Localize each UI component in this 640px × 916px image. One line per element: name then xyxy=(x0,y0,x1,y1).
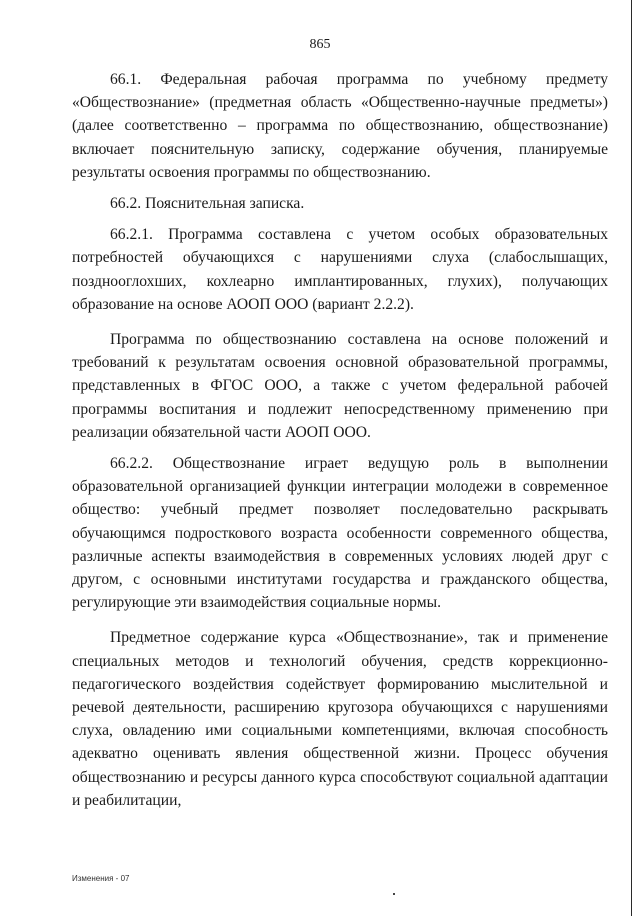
page-edge-line xyxy=(631,0,632,916)
paragraph-66-2: 66.2. Пояснительная записка. xyxy=(110,195,305,213)
paragraph-subject-content: Предметное содержание курса «Обществознание», так и применение специальных методов и технологий обучения, средств коррекционно-педагогического воздействия содействует формированию мыслительной и речевой деятельности, расширению кругозора обучающихся с нарушениями слуха, овладению ими социальными компетенциями, включая способность адекватно оценивать явления общественной жизни. Процесс обучения обществознанию и ресурсы данного курса способствуют социальной адаптации и реабилитации, xyxy=(72,629,608,809)
page-number: 865 xyxy=(309,37,331,52)
footer-note: Изменения - 07 xyxy=(72,874,130,883)
scan-speck xyxy=(393,893,395,895)
paragraph-program-basis: Программа по обществознанию составлена на основе положений и требований к результатам освоения основной образовательной программы, представленных в ФГОС ООО, а также с учетом федеральной рабочей программы воспитания и подлежит непосредственному применению при реализации обязательной части АООП ООО. xyxy=(72,331,608,441)
body-text xyxy=(72,68,608,812)
paragraph-66-2-2: 66.2.2. Обществознание играет ведущую роль в выполнении образовательной организацией функции интеграции молодежи в современное общество: учебный предмет позволяет последовательно раскрывать обучающимся подросткового возраста особенности современного общества, различные аспекты взаимодействия в современных условиях людей друг с другом, с основными институтами государства и гражданского общества, регулирующие эти взаимодействия социальные нормы. xyxy=(72,455,608,612)
paragraph-66-2-1: 66.2.1. Программа составлена с учетом особых образовательных потребностей обучающихся с нарушениями слуха (слабослышащих, позднооглохших, кохлеарно имплантированных, глухих), получающих образование на основе АООП ООО (вариант 2.2.2). xyxy=(72,226,608,313)
paragraph-66-1: 66.1. Федеральная рабочая программа по учебному предмету «Обществознание» (предметная область «Общественно-научные предметы») (далее соответственно – программа по обществознанию, обществознание) включает пояснительную записку, содержание обучения, планируемые результаты освоения программы по обществознанию. xyxy=(72,71,608,181)
